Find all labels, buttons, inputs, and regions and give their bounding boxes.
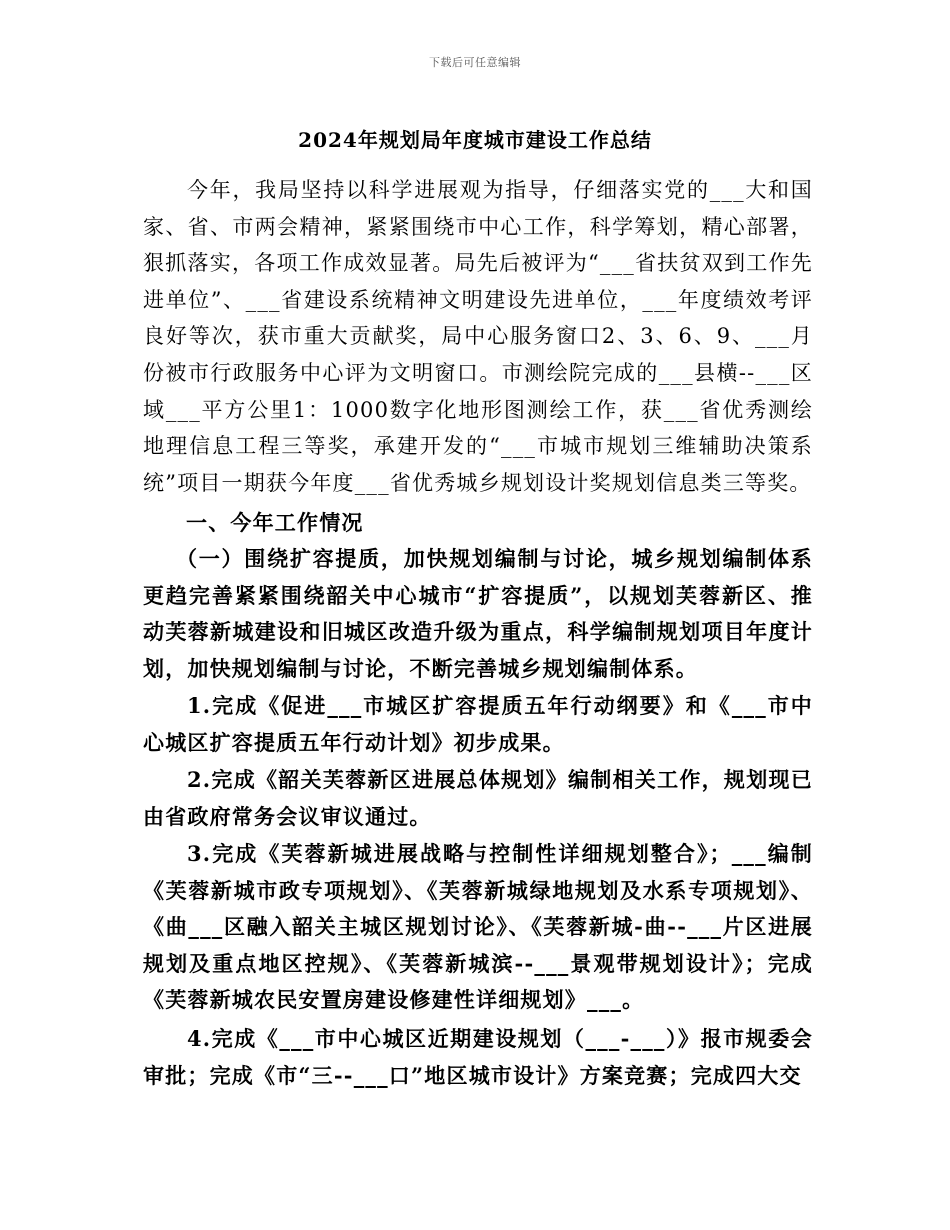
section-heading: 一、今年工作情况 — [186, 510, 364, 535]
header-watermark: 下载后可任意编辑 — [429, 56, 521, 69]
list-item-2: 2.完成《韶关芙蓉新区进展总体规划》编制相关工作，规划现已由省政府常务会议审议通过。 — [143, 767, 813, 829]
list-item-1: 1.完成《促进___市城区扩容提质五年行动纲要》和《___市中心城区扩容提质五年行动计划》初步成果。 — [143, 693, 813, 755]
list-item-4: 4.完成《___市中心城区近期建设规划（___-___）》报市规委会审批；完成《市“三--___口”地区城市设计》方案竞赛；完成四大交 — [143, 1026, 813, 1088]
intro-paragraph: 今年，我局坚持以科学进展观为指导，仔细落实党的___大和国家、省、市两会精神，紧紧围绕市中心工作，科学筹划，精心部署，狠抓落实，各项工作成效显著。局先后被评为“___省扶贫双到工作先进单位”、___省建设系统精神文明建设先进单位，___年度绩效考评良好等次，获市重大贡献奖，局中心服务窗口2、3、6、9、___月份被市行政服务中心评为文明窗口。市测绘院完成的___县横--___区域___平方公里1：1000数字化地形图测绘工作，获___省优秀测绘地理信息工程三等奖，承建开发的“___市城市规划三维辅助决策系统”项目一期获今年度___省优秀城乡规划设计奖规划信息类三等奖。 — [143, 178, 813, 495]
document-title: 2024年规划局年度城市建设工作总结 — [298, 128, 652, 152]
subsection-intro-paragraph: （一）围绕扩容提质，加快规划编制与讨论，城乡规划编制体系更趋完善紧紧围绕韶关中心城市“扩容提质”，以规划芙蓉新区、推动芙蓉新城建设和旧城区改造升级为重点，科学编制规划项目年度计划，加快规划编制与讨论，不断完善城乡规划编制体系。 — [143, 546, 813, 681]
list-item-3: 3.完成《芙蓉新城进展战略与控制性详细规划整合》；___编制《芙蓉新城市政专项规划》、《芙蓉新城绿地规划及水系专项规划》、《曲___区融入韶关主城区规划讨论》、《芙蓉新城-曲--___片区进展规划及重点地区控规》、《芙蓉新城滨--___景观带规划设计》；完成《芙蓉新城农民安置房建设修建性详细规划》___。 — [143, 841, 813, 1013]
